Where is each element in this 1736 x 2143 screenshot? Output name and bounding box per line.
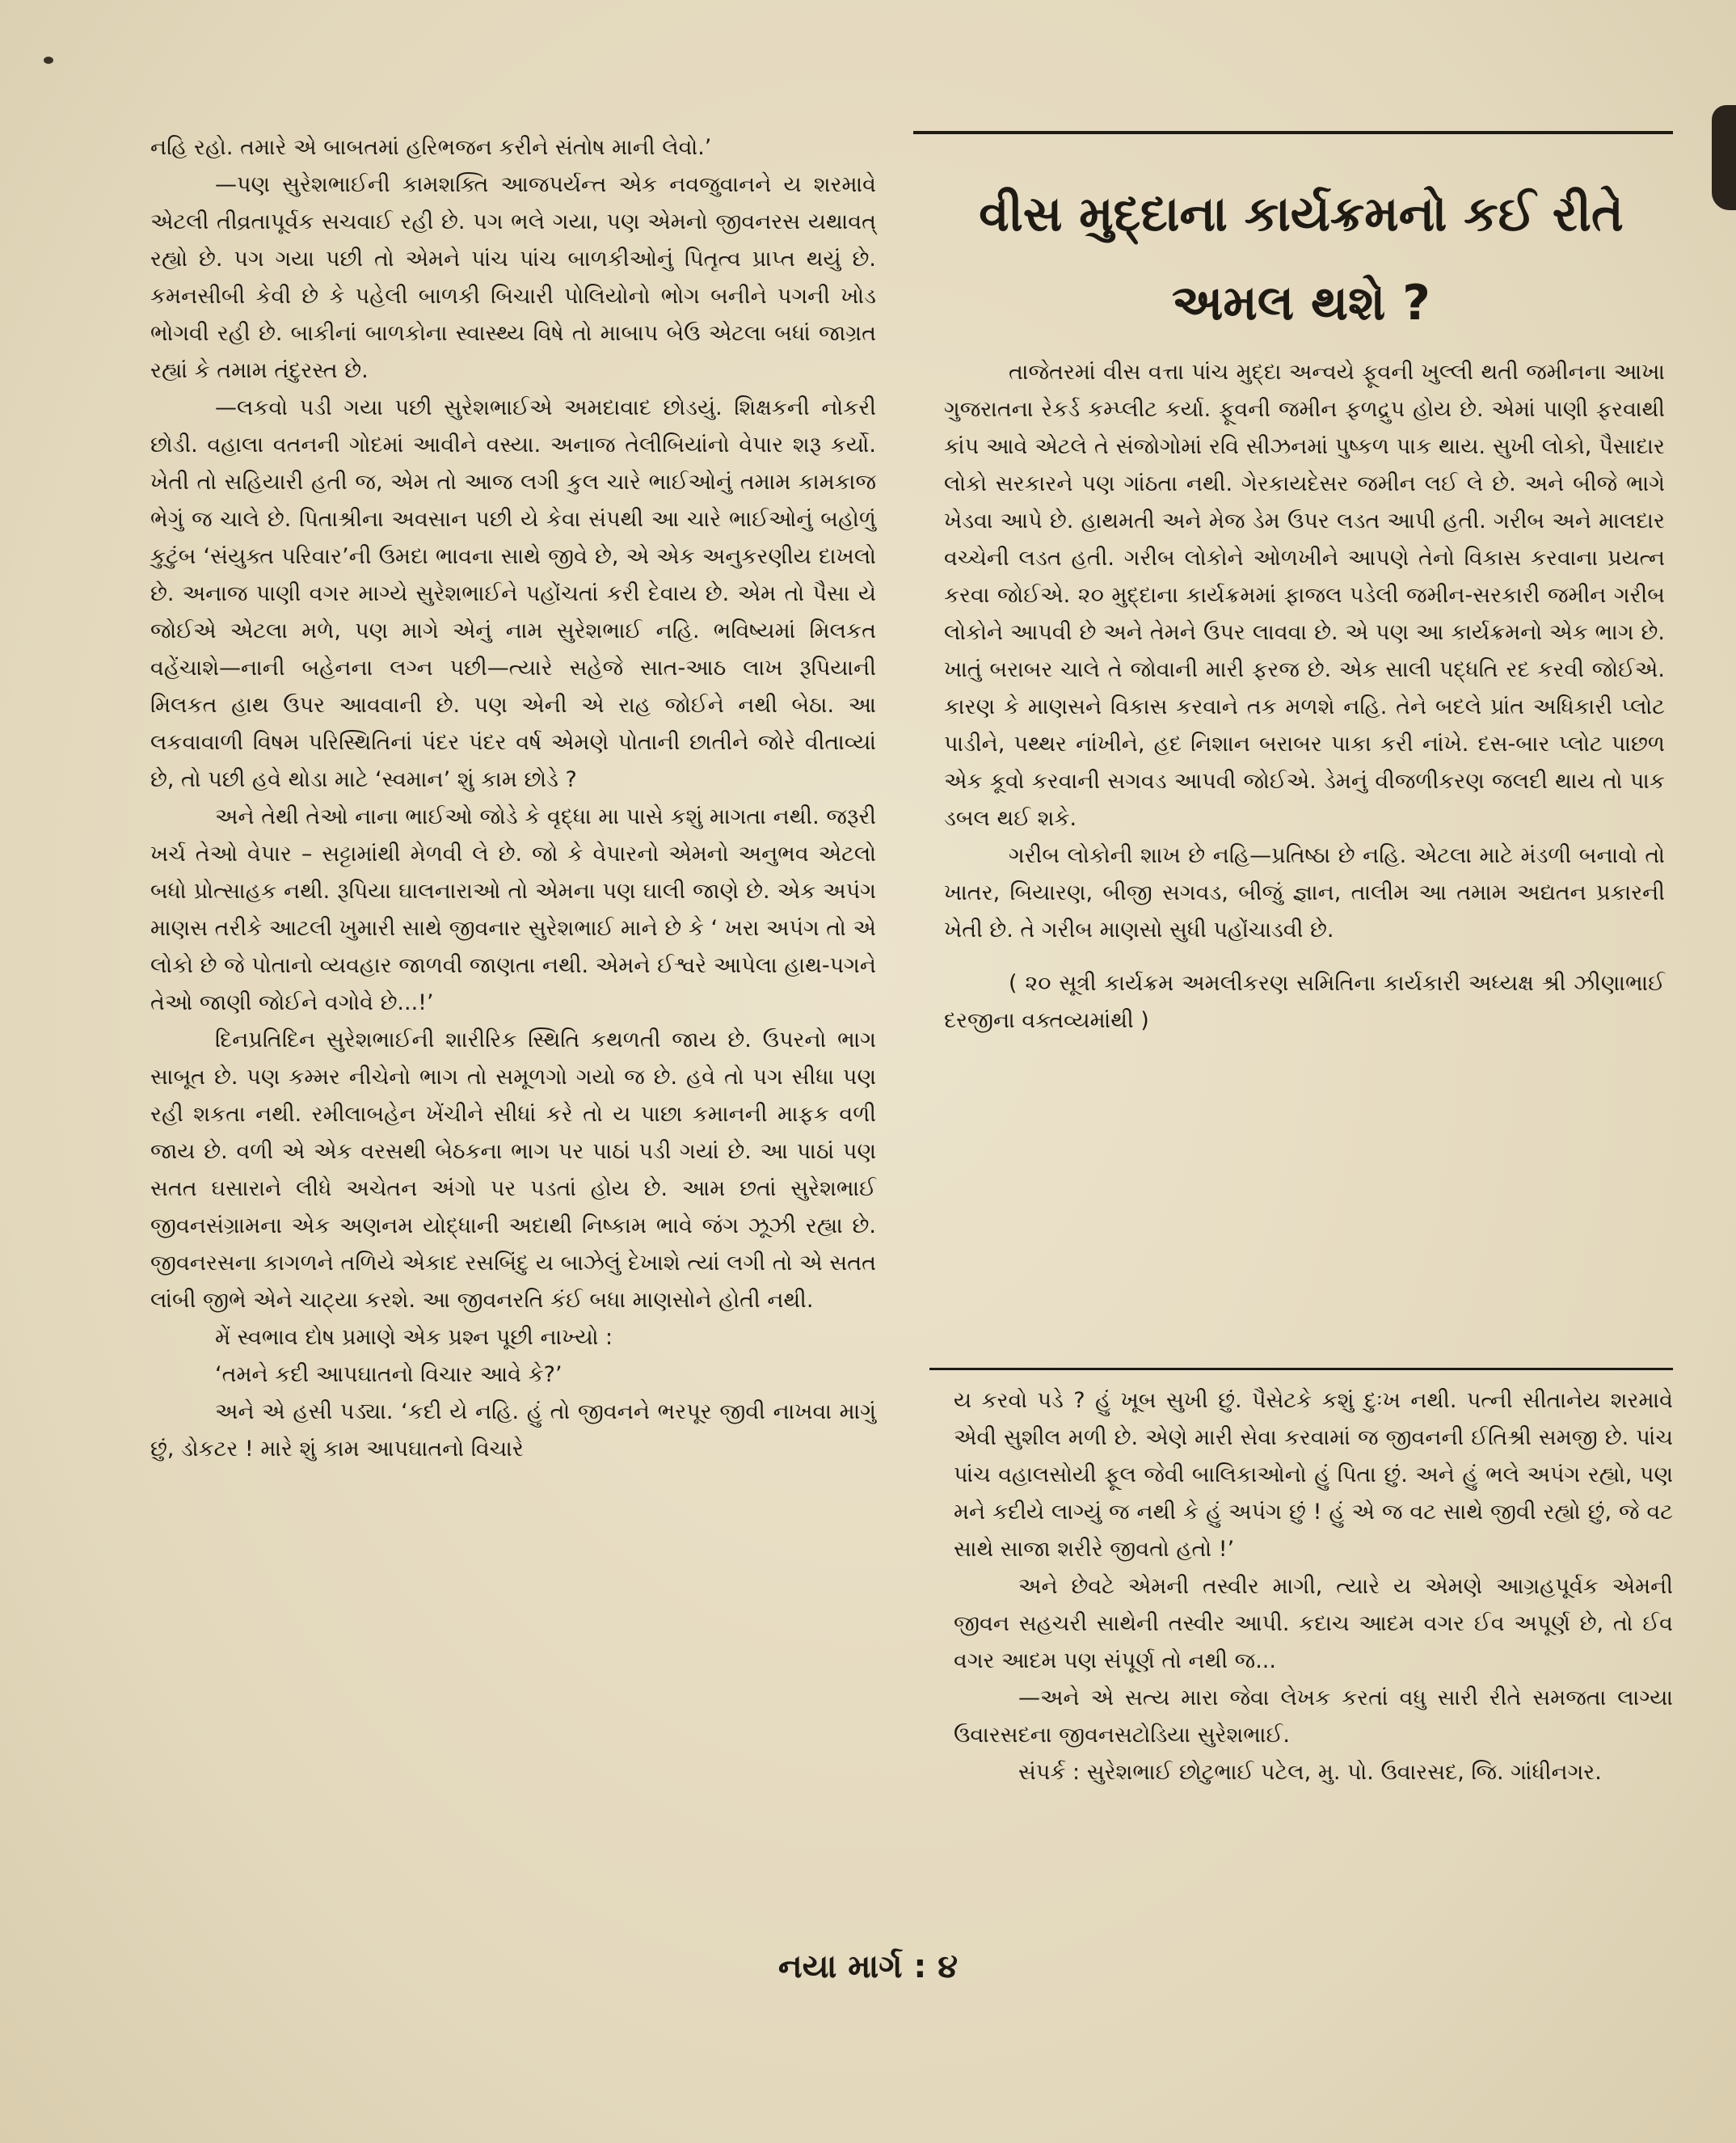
headline-line-1: વીસ મુદ્દાના કાર્યક્રમનો કઈ રીતે <box>979 186 1624 243</box>
page-footer: નયા માર્ગ : ૪ <box>777 1948 959 1985</box>
left-paragraph-7: ‘તમને કદી આપઘાતનો વિચાર આવે કે?’ <box>215 1362 563 1387</box>
boxed-credit: ( ૨૦ સૂત્રી કાર્યક્રમ અમલીકરણ સમિતિના કાર્યકારી અધ્યક્ષ શ્રી ઝીણાભાઈ દરજીના વક્તવ્યમાંથી ) <box>944 971 1665 1033</box>
article-headline <box>929 170 1673 348</box>
ink-spot <box>44 57 53 64</box>
left-paragraph-2: —પણ સુરેશભાઈની કામશક્તિ આજપર્યન્ત એક નવજુવાનને ય શરમાવે એટલી તીવ્રતાપૂર્વક સચવાઈ રહી છે. પગ ભલે ગયા, પણ એમનો જીવનરસ યથાવત્ રહ્યો છે. પગ ગયા પછી તો એમને પાંચ પાંચ બાળકીઓનું પિતૃત્વ પ્રાપ્ત થયું છે. કમનસીબી કેવી છે કે પહેલી બાળકી બિચારી પોલિયોનો ભોગ બનીને પગની ખોડ ભોગવી રહી છે. બાકીનાં બાળકોના સ્વાસ્થ્ય વિષે તો માબાપ બેઉ એટલા બધાં જાગ્રત રહ્યાં કે તમામ તંદુરસ્ત છે. <box>150 172 876 383</box>
right-paragraph-3: —અને એ સત્ય મારા જેવા લેખક કરતાં વધુ સારી રીતે સમજતા લાગ્યા ઉવારસદના જીવનસટોડિયા સુરેશભાઈ. <box>954 1685 1673 1748</box>
boxed-article <box>944 354 1665 1040</box>
page-tear <box>1712 105 1736 210</box>
middle-rule <box>929 1368 1673 1370</box>
left-paragraph-4: અને તેથી તેઓ નાના ભાઈઓ જોડે કે વૃદ્ધા મા પાસે કશું માગતા નથી. જરૂરી ખર્ચ તેઓ વેપાર – સટ્ટામાંથી મેળવી લે છે. જો કે વેપારનો એમનો અનુભવ એટલો બધો પ્રોત્સાહક નથી. રૂપિયા ઘાલનારાઓ તો એમના પણ ઘાલી જાણે છે. એક અપંગ માણસ તરીકે આટલી ખુમારી સાથે જીવનાર સુરેશભાઈ માને છે કે ‘ ખરા અપંગ તો એ લોકો છે જે પોતાનો વ્યવહાર જાળવી જાણતા નથી. એમને ઈશ્વરે આપેલા હાથ-પગને તેઓ જાણી જોઈને વગોવે છે...!’ <box>150 804 876 1015</box>
boxed-paragraph-2: ગરીબ લોકોની શાખ છે નહિ—પ્રતિષ્ઠા છે નહિ. એટલા માટે મંડળી બનાવો તો ખાતર, બિયારણ, બીજી સગવડ, બીજું જ્ઞાન, તાલીમ આ તમામ અદ્યતન પ્રકારની ખેતી છે. તે ગરીબ માણસો સુધી પહોંચાડવી છે. <box>944 843 1665 943</box>
right-paragraph-4: સંપર્ક : સુરેશભાઈ છોટુભાઈ પટેલ, મુ. પો. ઉવારસદ, જિ. ગાંધીનગર. <box>1018 1760 1602 1785</box>
left-paragraph-6: મેં સ્વભાવ દોષ પ્રમાણે એક પ્રશ્ન પૂછી નાખ્યો : <box>215 1325 613 1350</box>
right-paragraph-1: ય કરવો પડે ? હું ખૂબ સુખી છું. પૈસેટકે કશું દુઃખ નથી. પત્ની સીતાનેય શરમાવે એવી સુશીલ મળી છે. એણે મારી સેવા કરવામાં જ જીવનની ઈતિશ્રી સમજી છે. પાંચ પાંચ વહાલસોયી ફૂલ જેવી બાલિકાઓનો હું પિતા છું. અને હું ભલે અપંગ રહ્યો, પણ મને કદીયે લાગ્યું જ નથી કે હું અપંગ છું ! હું એ જ વટ સાથે જીવી રહ્યો છું, જે વટ સાથે સાજા શરીરે જીવતો હતો !’ <box>954 1388 1673 1562</box>
left-paragraph-1: નહિ રહો. તમારે એ બાબતમાં હરિભજન કરીને સંતોષ માની લેવો.’ <box>150 135 712 160</box>
left-column <box>150 129 876 1468</box>
boxed-paragraph-1: તાજેતરમાં વીસ વત્તા પાંચ મુદ્દા અન્વયે ફૂવની ખુલ્લી થતી જમીનના આખા ગુજરાતના રેકર્ડ કમ્પ્લીટ કર્યા. ફૂવની જમીન ફળદ્રુપ હોય છે. એમાં પાણી ફરવાથી કાંપ આવે એટલે તે સંજોગોમાં રવિ સીઝનમાં પુષ્કળ પાક થાય. સુખી લોકો, પૈસાદાર લોકો સરકારને પણ ગાંઠતા નથી. ગેરકાયદેસર જમીન લઈ લે છે. અને બીજે ભાગે ખેડવા આપે છે. હાથમતી અને મેજ ડેમ ઉપર લડત આપી હતી. ગરીબ અને માલદાર વચ્ચેની લડત હતી. ગરીબ લોકોને ઓળખીને આપણે તેનો વિકાસ કરવાના પ્રયત્ન કરવા જોઈએ. ૨૦ મુદ્દાના કાર્યક્રમમાં ફાજલ પડેલી જમીન-સરકારી જમીન ગરીબ લોકોને આપવી છે અને તેમને ઉપર લાવવા છે. એ પણ આ કાર્યક્રમનો એક ભાગ છે. ખાતું બરાબર ચાલે તે જોવાની મારી ફરજ છે. એક સાલી પદ્ધતિ રદ કરવી જોઈએ. કારણ કે માણસને વિકાસ કરવાને તક મળશે નહિ. તેને બદલે પ્રાંત અધિકારી પ્લોટ પાડીને, પથ્થર નાંખીને, હદ નિશાન બરાબર પાકા કરી નાંખે. દસ-બાર પ્લોટ પાછળ એક કૂવો કરવાની સગવડ આપવી જોઈએ. ડેમનું વીજળીકરણ જલદી થાય તો પાક ડબલ થઈ શકે. <box>944 360 1665 831</box>
left-paragraph-3: —લકવો પડી ગયા પછી સુરેશભાઈએ અમદાવાદ છોડયું. શિક્ષકની નોકરી છોડી. વહાલા વતનની ગોદમાં આવીને વસ્યા. અનાજ તેલીબિયાંનો વેપાર શરૂ કર્યો. ખેતી તો સહિયારી હતી જ, એમ તો આજ લગી કુલ ચારે ભાઈઓનું તમામ કામકાજ ભેગું જ ચાલે છે. પિતાશ્રીના અવસાન પછી યે કેવા સંપથી આ ચારે ભાઈઓનું બહોળું કુટુંબ ‘સંયુક્ત પરિવાર’ની ઉમદા ભાવના સાથે જીવે છે, એ એક અનુકરણીય દાખલો છે. અનાજ પાણી વગર માગ્યે સુરેશભાઈને પહોંચતાં કરી દેવાય છે. એમ તો પૈસા યે જોઈએ એટલા મળે, પણ માગે એનું નામ સુરેશભાઈ નહિ. ભવિષ્યમાં મિલકત વહેંચાશે—નાની બહેનના લગ્ન પછી—ત્યારે સહેજે સાત-આઠ લાખ રૂપિયાની મિલકત હાથ ઉપર આવવાની છે. પણ એની એ રાહ જોઈને નથી બેઠા. આ લકવાવાળી વિષમ પરિસ્થિતિનાં પંદર પંદર વર્ષ એમણે પોતાની છાતીને જોરે વીતાવ્યાં છે, તો પછી હવે થોડા માટે ‘સ્વમાન’ શું કામ છોડે ? <box>150 395 876 792</box>
right-paragraph-2: અને છેવટે એમની તસ્વીર માગી, ત્યારે ય એમણે આગ્રહપૂર્વક એમની જીવન સહચરી સાથેની તસ્વીર આપી. કદાચ આદમ વગર ઈવ અપૂર્ણ છે, તો ઈવ વગર આદમ પણ સંપૂર્ણ તો નથી જ... <box>954 1574 1673 1673</box>
left-paragraph-5: દિનપ્રતિદિન સુરેશભાઈની શારીરિક સ્થિતિ કથળતી જાય છે. ઉપરનો ભાગ સાબૂત છે. પણ કમ્મર નીચેનો ભાગ તો સમૂળગો ગયો જ છે. હવે તો પગ સીધા પણ રહી શકતા નથી. રમીલાબહેન ખેંચીને સીધાં કરે તો ય પાછા કમાનની માફક વળી જાય છે. વળી એ એક વરસથી બેઠકના ભાગ પર પાઠાં પડી ગયાં છે. આ પાઠાં પણ સતત ઘસારાને લીધે અચેતન અંગો પર પડતાં હોય છે. આમ છતાં સુરેશભાઈ જીવનસંગ્રામના એક અણનમ યોદ્ધાની અદાથી નિષ્કામ ભાવે જંગ ઝૂઝી રહ્યા છે. જીવનરસના કાગળને તળિયે એકાદ રસબિંદુ ય બાઝેલું દેખાશે ત્યાં લગી તો એ સતત લાંબી જીભે એને ચાટ્યા કરશે. આ જીવનરતિ કંઈ બધા માણસોને હોતી નથી. <box>150 1027 876 1313</box>
right-column-continuation <box>954 1382 1673 1791</box>
top-rule <box>913 131 1673 134</box>
left-paragraph-8: અને એ હસી પડ્યા. ‘કદી યે નહિ. હું તો જીવનને ભરપૂર જીવી નાખવા માગું છું, ડોકટર ! મારે શું કામ આપઘાતનો વિચારે <box>150 1399 876 1462</box>
headline-line-2: અમલ થશે ? <box>1172 275 1431 331</box>
